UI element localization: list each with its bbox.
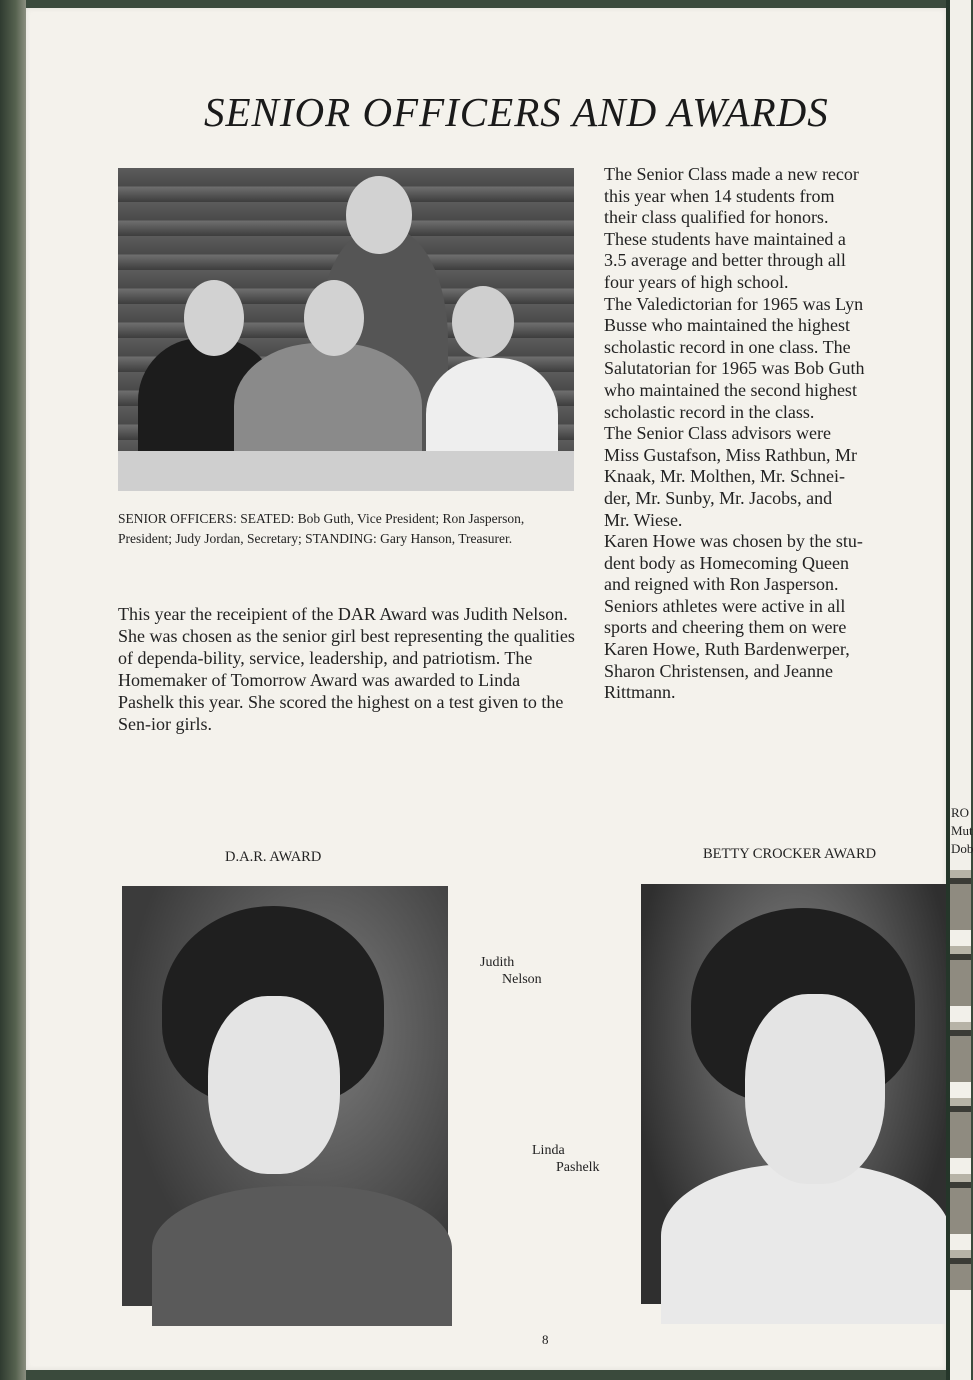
seated-officer-left-head xyxy=(184,280,244,356)
honors-column-line: their class qualified for honors. xyxy=(604,207,829,228)
honors-column-line: 3.5 average and better through all xyxy=(604,250,846,271)
honors-column-line: sports and cheering them on were xyxy=(604,617,847,638)
name-left-first: Judith xyxy=(480,955,515,970)
honors-column-line: who maintained the second highest xyxy=(604,379,857,400)
honors-column-line: Salutatorian for 1965 was Bob Guth xyxy=(604,358,865,379)
honors-column-line: The Valedictorian for 1965 was Lyn xyxy=(604,293,864,314)
standing-officer-head xyxy=(346,176,412,254)
page-number: 8 xyxy=(542,1332,549,1347)
name-left-last: Nelson xyxy=(502,972,542,987)
page-spine xyxy=(946,0,950,1380)
honors-column xyxy=(604,164,948,704)
awards-paragraph: This year the receipient of the DAR Award was Judith Nelson. She was chosen as the senior girl best representing the qualities of dependa-bility, service, leadership, and patriotism. The Homemaker of Tomorrow Award was awarded to Linda Pashelk this year. She scored the highest on a test given to the Sen-ior girls. xyxy=(118,604,575,734)
edge-text-2: Mut xyxy=(951,823,973,838)
betty-crocker-award-label: BETTY CROCKER AWARD xyxy=(703,846,877,862)
honors-column-line: Knaak, Mr. Molthen, Mr. Schnei- xyxy=(604,466,845,487)
honors-column-line: this year when 14 students from xyxy=(604,185,835,206)
linda-pashelk-portrait xyxy=(641,884,947,1304)
honors-column-line: der, Mr. Sunby, Mr. Jacobs, and xyxy=(604,487,833,508)
left-binding-edge xyxy=(0,0,26,1380)
portrait-sweater xyxy=(152,1186,452,1326)
honors-column-line: These students have maintained a xyxy=(604,228,846,249)
honors-column-line: scholastic record in one class. The xyxy=(604,336,851,357)
honors-column-line: and reigned with Ron Jasperson. xyxy=(604,574,839,595)
portrait-face xyxy=(208,996,340,1174)
senior-officers-photo xyxy=(118,168,574,491)
honors-column-line: four years of high school. xyxy=(604,271,789,292)
honors-column-line: Rittmann. xyxy=(604,682,676,703)
name-right-first: Linda xyxy=(532,1143,565,1158)
honors-column-line: dent body as Homecoming Queen xyxy=(604,552,849,573)
honors-column-line: Karen Howe, Ruth Bardenwerper, xyxy=(604,639,850,660)
honors-column-line: Karen Howe was chosen by the stu- xyxy=(604,531,863,552)
honors-column-line: Seniors athletes were active in all xyxy=(604,595,846,616)
group-photo-caption: SENIOR OFFICERS: SEATED: Bob Guth, Vice President; Ron Jasperson, President; Judy Jordan, Secretary; STANDING: Gary Hanson, Treasurer. xyxy=(118,511,525,546)
edge-text-3: Dob xyxy=(951,841,973,856)
portrait-face xyxy=(745,994,885,1184)
seated-officer-center-head xyxy=(304,280,364,356)
seated-officer-right-head xyxy=(452,286,514,358)
honors-column-line: Sharon Christensen, and Jeanne xyxy=(604,660,833,681)
honors-column-line: The Senior Class made a new recor xyxy=(604,164,859,184)
edge-text-1: RO xyxy=(951,805,970,820)
honors-column-line: Busse who maintained the highest xyxy=(604,315,850,336)
table xyxy=(118,451,574,491)
page-title: SENIOR OFFICERS AND AWARDS xyxy=(204,89,829,135)
dar-award-label: D.A.R. AWARD xyxy=(225,849,322,865)
honors-column-line: scholastic record in the class. xyxy=(604,401,815,422)
bookshelf-photo-fragment xyxy=(950,870,971,1290)
honors-column-line: The Senior Class advisors were xyxy=(604,423,831,444)
name-right-last: Pashelk xyxy=(556,1160,600,1175)
honors-column-line: Mr. Wiese. xyxy=(604,509,683,530)
judith-nelson-portrait xyxy=(122,886,448,1306)
honors-column-line: Miss Gustafson, Miss Rathbun, Mr xyxy=(604,444,858,465)
portrait-blouse xyxy=(661,1164,951,1324)
